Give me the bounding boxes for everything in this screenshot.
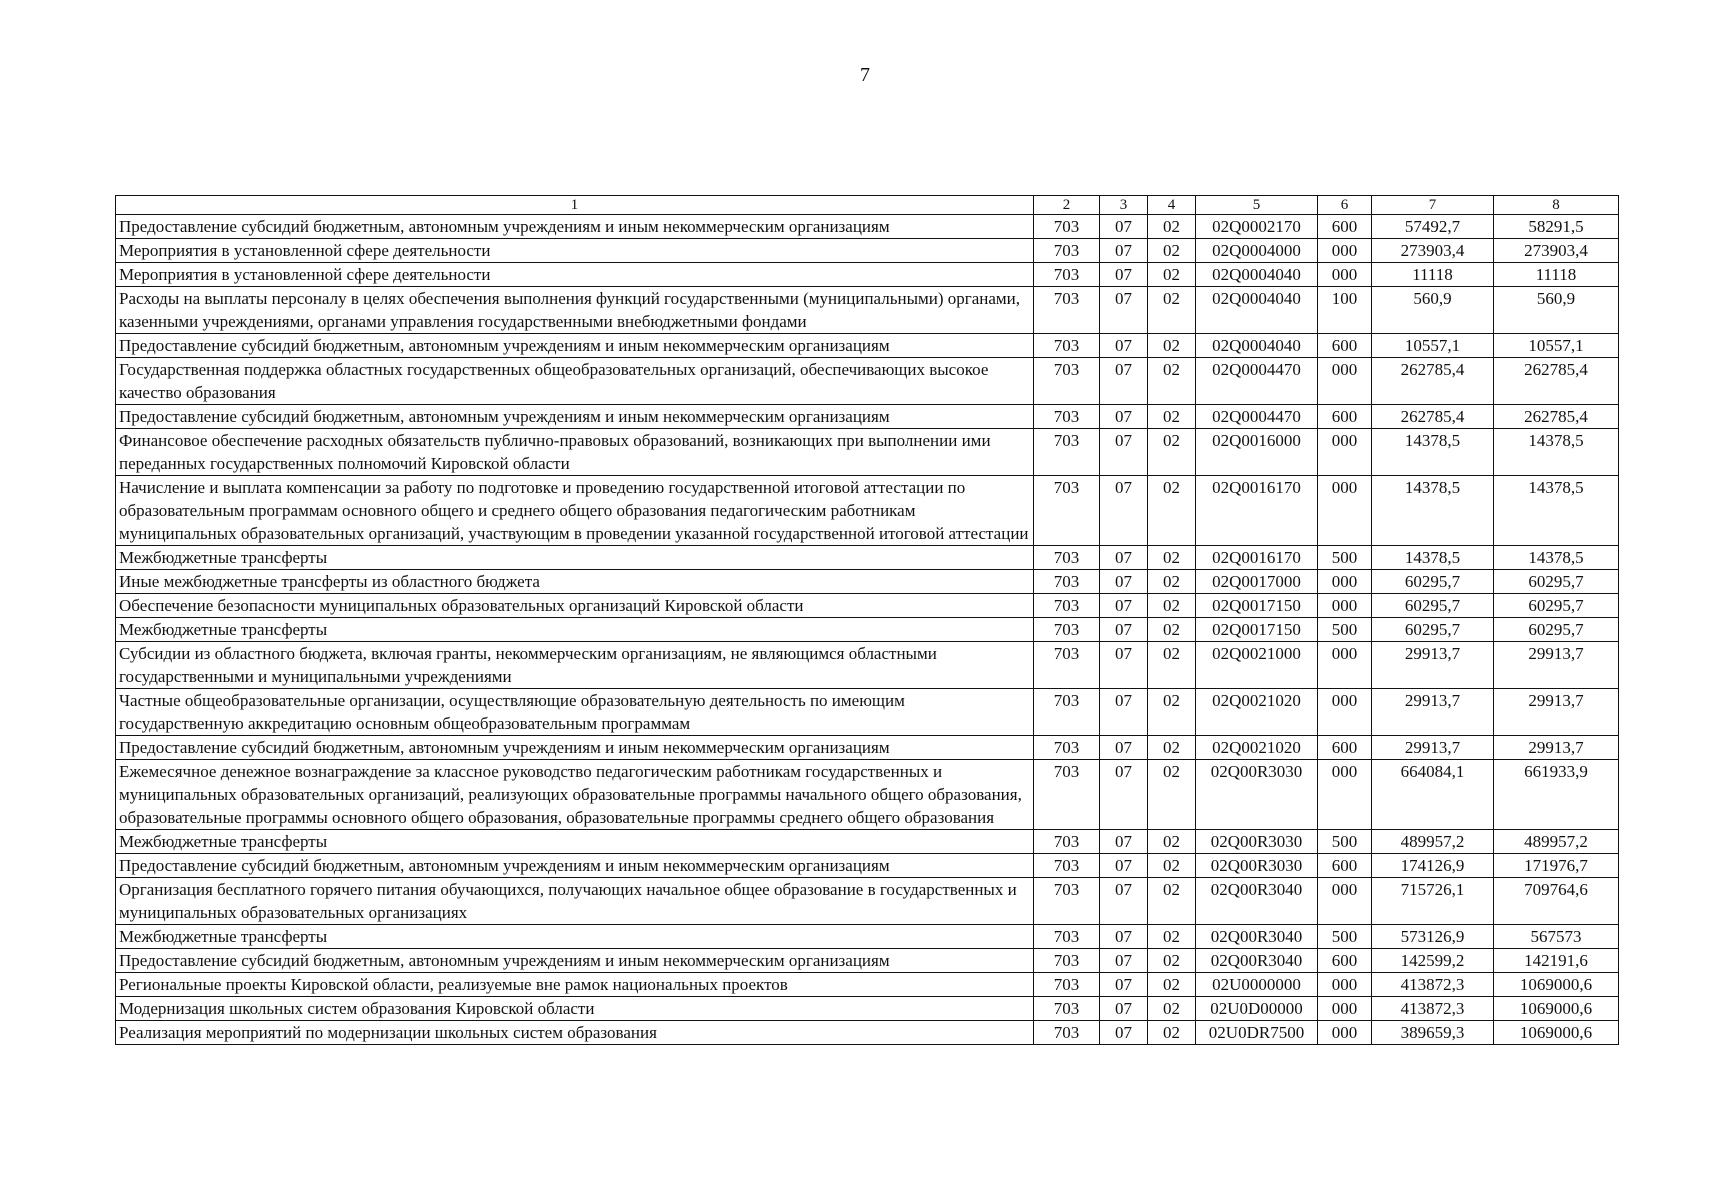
amount-cell: 29913,7	[1494, 642, 1619, 689]
amount-cell: 14378,5	[1372, 476, 1494, 546]
amount-cell: 489957,2	[1494, 830, 1619, 854]
amount-cell: 262785,4	[1494, 405, 1619, 429]
subsection-code-cell: 02	[1148, 689, 1196, 736]
subsection-code-cell: 02	[1148, 334, 1196, 358]
subsection-code-cell: 02	[1148, 949, 1196, 973]
amount-cell: 14378,5	[1372, 546, 1494, 570]
amount-cell: 273903,4	[1372, 239, 1494, 263]
expense-type-cell: 000	[1318, 1021, 1372, 1045]
table-row	[116, 760, 1619, 830]
table-row	[116, 570, 1619, 594]
table-row	[116, 334, 1619, 358]
target-article-cell: 02Q0004040	[1196, 287, 1318, 334]
target-article-cell: 02U0DR7500	[1196, 1021, 1318, 1045]
amount-cell: 142599,2	[1372, 949, 1494, 973]
agency-code-cell: 703	[1034, 570, 1100, 594]
target-article-cell: 02Q0002170	[1196, 215, 1318, 239]
subsection-code-cell: 02	[1148, 973, 1196, 997]
target-article-cell: 02Q00R3030	[1196, 760, 1318, 830]
column-header: 4	[1148, 196, 1196, 215]
subsection-code-cell: 02	[1148, 546, 1196, 570]
subsection-code-cell: 02	[1148, 263, 1196, 287]
amount-cell: 14378,5	[1494, 429, 1619, 476]
row-name-cell: Финансовое обеспечение расходных обязательств публично-правовых образований, возникающих при выполнении ими переданных государственных полномочий Кировской области	[116, 429, 1034, 476]
agency-code-cell: 703	[1034, 594, 1100, 618]
amount-cell: 60295,7	[1494, 594, 1619, 618]
amount-cell: 560,9	[1494, 287, 1619, 334]
amount-cell: 573126,9	[1372, 925, 1494, 949]
agency-code-cell: 703	[1034, 476, 1100, 546]
subsection-code-cell: 02	[1148, 476, 1196, 546]
section-code-cell: 07	[1100, 429, 1148, 476]
section-code-cell: 07	[1100, 594, 1148, 618]
row-name-cell: Межбюджетные трансферты	[116, 830, 1034, 854]
table-row	[116, 287, 1619, 334]
expense-type-cell: 600	[1318, 334, 1372, 358]
target-article-cell: 02Q00R3030	[1196, 830, 1318, 854]
table-row	[116, 215, 1619, 239]
amount-cell: 29913,7	[1494, 736, 1619, 760]
amount-cell: 567573	[1494, 925, 1619, 949]
expense-type-cell: 000	[1318, 476, 1372, 546]
subsection-code-cell: 02	[1148, 878, 1196, 925]
target-article-cell: 02Q0017000	[1196, 570, 1318, 594]
section-code-cell: 07	[1100, 239, 1148, 263]
amount-cell: 58291,5	[1494, 215, 1619, 239]
target-article-cell: 02Q0017150	[1196, 594, 1318, 618]
row-name-cell: Организация бесплатного горячего питания обучающихся, получающих начальное общее образование в государственных и муниципальных образовательных организациях	[116, 878, 1034, 925]
table-row	[116, 1021, 1619, 1045]
agency-code-cell: 703	[1034, 546, 1100, 570]
subsection-code-cell: 02	[1148, 358, 1196, 405]
agency-code-cell: 703	[1034, 949, 1100, 973]
amount-cell: 10557,1	[1372, 334, 1494, 358]
amount-cell: 60295,7	[1494, 618, 1619, 642]
agency-code-cell: 703	[1034, 334, 1100, 358]
section-code-cell: 07	[1100, 830, 1148, 854]
column-header: 2	[1034, 196, 1100, 215]
agency-code-cell: 703	[1034, 1021, 1100, 1045]
subsection-code-cell: 02	[1148, 594, 1196, 618]
expense-type-cell: 000	[1318, 973, 1372, 997]
column-header: 8	[1494, 196, 1619, 215]
section-code-cell: 07	[1100, 997, 1148, 1021]
section-code-cell: 07	[1100, 689, 1148, 736]
table-row	[116, 546, 1619, 570]
agency-code-cell: 703	[1034, 642, 1100, 689]
section-code-cell: 07	[1100, 760, 1148, 830]
column-header: 5	[1196, 196, 1318, 215]
expense-type-cell: 100	[1318, 287, 1372, 334]
agency-code-cell: 703	[1034, 830, 1100, 854]
section-code-cell: 07	[1100, 263, 1148, 287]
target-article-cell: 02Q0004040	[1196, 334, 1318, 358]
row-name-cell: Расходы на выплаты персоналу в целях обеспечения выполнения функций государственными (муниципальными) органами, казенными учреждениями, органами управления государственными внебюджетными фондами	[116, 287, 1034, 334]
table-row	[116, 736, 1619, 760]
target-article-cell: 02U0D00000	[1196, 997, 1318, 1021]
subsection-code-cell: 02	[1148, 570, 1196, 594]
amount-cell: 389659,3	[1372, 1021, 1494, 1045]
section-code-cell: 07	[1100, 215, 1148, 239]
agency-code-cell: 703	[1034, 689, 1100, 736]
expense-type-cell: 000	[1318, 358, 1372, 405]
subsection-code-cell: 02	[1148, 405, 1196, 429]
target-article-cell: 02Q0021000	[1196, 642, 1318, 689]
target-article-cell: 02Q0004470	[1196, 358, 1318, 405]
expense-type-cell: 000	[1318, 570, 1372, 594]
table-row	[116, 358, 1619, 405]
column-header: 7	[1372, 196, 1494, 215]
amount-cell: 14378,5	[1494, 546, 1619, 570]
section-code-cell: 07	[1100, 358, 1148, 405]
expense-type-cell: 600	[1318, 736, 1372, 760]
column-header: 6	[1318, 196, 1372, 215]
expense-type-cell: 000	[1318, 594, 1372, 618]
row-name-cell: Модернизация школьных систем образования Кировской области	[116, 997, 1034, 1021]
amount-cell: 413872,3	[1372, 997, 1494, 1021]
amount-cell: 262785,4	[1372, 405, 1494, 429]
column-header: 3	[1100, 196, 1148, 215]
row-name-cell: Государственная поддержка областных государственных общеобразовательных организаций, обеспечивающих высокое качество образования	[116, 358, 1034, 405]
target-article-cell: 02Q00R3040	[1196, 925, 1318, 949]
row-name-cell: Субсидии из областного бюджета, включая гранты, некоммерческим организациям, не являющимся областными государственными и муниципальными учреждениями	[116, 642, 1034, 689]
row-name-cell: Ежемесячное денежное вознаграждение за классное руководство педагогическим работникам государственных и муниципальных образовательных организаций, реализующих образовательные программы начального общего образования, образовательные программы основного общего образования, образовательные программы среднего общего образования	[116, 760, 1034, 830]
subsection-code-cell: 02	[1148, 215, 1196, 239]
row-name-cell: Предоставление субсидий бюджетным, автономным учреждениям и иным некоммерческим организациям	[116, 334, 1034, 358]
expense-type-cell: 600	[1318, 949, 1372, 973]
target-article-cell: 02Q0004470	[1196, 405, 1318, 429]
amount-cell: 142191,6	[1494, 949, 1619, 973]
subsection-code-cell: 02	[1148, 287, 1196, 334]
expense-type-cell: 000	[1318, 689, 1372, 736]
table-row	[116, 830, 1619, 854]
subsection-code-cell: 02	[1148, 760, 1196, 830]
amount-cell: 171976,7	[1494, 854, 1619, 878]
target-article-cell: 02Q0017150	[1196, 618, 1318, 642]
row-name-cell: Предоставление субсидий бюджетным, автономным учреждениям и иным некоммерческим организациям	[116, 736, 1034, 760]
agency-code-cell: 703	[1034, 287, 1100, 334]
agency-code-cell: 703	[1034, 405, 1100, 429]
row-name-cell: Предоставление субсидий бюджетным, автономным учреждениям и иным некоммерческим организациям	[116, 405, 1034, 429]
row-name-cell: Обеспечение безопасности муниципальных образовательных организаций Кировской области	[116, 594, 1034, 618]
section-code-cell: 07	[1100, 925, 1148, 949]
subsection-code-cell: 02	[1148, 925, 1196, 949]
expense-type-cell: 000	[1318, 760, 1372, 830]
section-code-cell: 07	[1100, 405, 1148, 429]
table-row	[116, 429, 1619, 476]
table-row	[116, 925, 1619, 949]
amount-cell: 1069000,6	[1494, 997, 1619, 1021]
agency-code-cell: 703	[1034, 736, 1100, 760]
row-name-cell: Региональные проекты Кировской области, реализуемые вне рамок национальных проектов	[116, 973, 1034, 997]
subsection-code-cell: 02	[1148, 736, 1196, 760]
subsection-code-cell: 02	[1148, 239, 1196, 263]
table-row	[116, 973, 1619, 997]
expense-type-cell: 500	[1318, 925, 1372, 949]
agency-code-cell: 703	[1034, 878, 1100, 925]
amount-cell: 29913,7	[1372, 736, 1494, 760]
section-code-cell: 07	[1100, 476, 1148, 546]
row-name-cell: Иные межбюджетные трансферты из областного бюджета	[116, 570, 1034, 594]
row-name-cell: Предоставление субсидий бюджетным, автономным учреждениям и иным некоммерческим организациям	[116, 854, 1034, 878]
target-article-cell: 02Q0004000	[1196, 239, 1318, 263]
expense-type-cell: 000	[1318, 997, 1372, 1021]
agency-code-cell: 703	[1034, 215, 1100, 239]
subsection-code-cell: 02	[1148, 997, 1196, 1021]
target-article-cell: 02Q0016170	[1196, 546, 1318, 570]
amount-cell: 14378,5	[1372, 429, 1494, 476]
section-code-cell: 07	[1100, 736, 1148, 760]
row-name-cell: Межбюджетные трансферты	[116, 546, 1034, 570]
section-code-cell: 07	[1100, 618, 1148, 642]
amount-cell: 60295,7	[1494, 570, 1619, 594]
target-article-cell: 02Q0021020	[1196, 736, 1318, 760]
agency-code-cell: 703	[1034, 854, 1100, 878]
expense-type-cell: 500	[1318, 618, 1372, 642]
expense-type-cell: 000	[1318, 239, 1372, 263]
amount-cell: 29913,7	[1494, 689, 1619, 736]
amount-cell: 262785,4	[1494, 358, 1619, 405]
row-name-cell: Межбюджетные трансферты	[116, 925, 1034, 949]
amount-cell: 60295,7	[1372, 618, 1494, 642]
agency-code-cell: 703	[1034, 618, 1100, 642]
section-code-cell: 07	[1100, 973, 1148, 997]
table-row	[116, 594, 1619, 618]
agency-code-cell: 703	[1034, 239, 1100, 263]
table-row	[116, 689, 1619, 736]
section-code-cell: 07	[1100, 570, 1148, 594]
table-row	[116, 263, 1619, 287]
row-name-cell: Предоставление субсидий бюджетным, автономным учреждениям и иным некоммерческим организациям	[116, 949, 1034, 973]
section-code-cell: 07	[1100, 878, 1148, 925]
amount-cell: 14378,5	[1494, 476, 1619, 546]
row-name-cell: Мероприятия в установленной сфере деятельности	[116, 263, 1034, 287]
section-code-cell: 07	[1100, 854, 1148, 878]
row-name-cell: Мероприятия в установленной сфере деятельности	[116, 239, 1034, 263]
row-name-cell: Частные общеобразовательные организации, осуществляющие образовательную деятельность по имеющим государственную аккредитацию основным общеобразовательным программам	[116, 689, 1034, 736]
expense-type-cell: 500	[1318, 546, 1372, 570]
agency-code-cell: 703	[1034, 997, 1100, 1021]
expense-type-cell: 600	[1318, 405, 1372, 429]
subsection-code-cell: 02	[1148, 830, 1196, 854]
target-article-cell: 02Q0016000	[1196, 429, 1318, 476]
subsection-code-cell: 02	[1148, 429, 1196, 476]
amount-cell: 709764,6	[1494, 878, 1619, 925]
table-row	[116, 239, 1619, 263]
amount-cell: 174126,9	[1372, 854, 1494, 878]
expense-type-cell: 000	[1318, 429, 1372, 476]
expense-type-cell: 000	[1318, 878, 1372, 925]
expense-type-cell: 000	[1318, 642, 1372, 689]
expense-type-cell: 000	[1318, 263, 1372, 287]
amount-cell: 715726,1	[1372, 878, 1494, 925]
expense-type-cell: 600	[1318, 854, 1372, 878]
amount-cell: 1069000,6	[1494, 973, 1619, 997]
section-code-cell: 07	[1100, 546, 1148, 570]
amount-cell: 60295,7	[1372, 570, 1494, 594]
row-name-cell: Реализация мероприятий по модернизации школьных систем образования	[116, 1021, 1034, 1045]
amount-cell: 60295,7	[1372, 594, 1494, 618]
expense-type-cell: 500	[1318, 830, 1372, 854]
page-number: 7	[860, 64, 870, 86]
section-code-cell: 07	[1100, 1021, 1148, 1045]
target-article-cell: 02Q0021020	[1196, 689, 1318, 736]
table-row	[116, 642, 1619, 689]
amount-cell: 489957,2	[1372, 830, 1494, 854]
target-article-cell: 02Q0004040	[1196, 263, 1318, 287]
subsection-code-cell: 02	[1148, 854, 1196, 878]
table-row	[116, 878, 1619, 925]
subsection-code-cell: 02	[1148, 1021, 1196, 1045]
subsection-code-cell: 02	[1148, 618, 1196, 642]
row-name-cell: Межбюджетные трансферты	[116, 618, 1034, 642]
table-row	[116, 997, 1619, 1021]
target-article-cell: 02Q00R3040	[1196, 878, 1318, 925]
section-code-cell: 07	[1100, 642, 1148, 689]
amount-cell: 413872,3	[1372, 973, 1494, 997]
agency-code-cell: 703	[1034, 263, 1100, 287]
amount-cell: 262785,4	[1372, 358, 1494, 405]
row-name-cell: Начисление и выплата компенсации за работу по подготовке и проведению государственной итоговой аттестации по образовательным программам основного общего и среднего общего образования педагогическим работникам муниципальных образовательных организаций, участвующим в проведении указанной государственной итоговой аттестации	[116, 476, 1034, 546]
amount-cell: 1069000,6	[1494, 1021, 1619, 1045]
table-header-row	[116, 196, 1619, 215]
amount-cell: 661933,9	[1494, 760, 1619, 830]
amount-cell: 11118	[1494, 263, 1619, 287]
table-row	[116, 476, 1619, 546]
target-article-cell: 02Q00R3040	[1196, 949, 1318, 973]
amount-cell: 664084,1	[1372, 760, 1494, 830]
agency-code-cell: 703	[1034, 760, 1100, 830]
amount-cell: 273903,4	[1494, 239, 1619, 263]
target-article-cell: 02Q00R3030	[1196, 854, 1318, 878]
table-row	[116, 405, 1619, 429]
agency-code-cell: 703	[1034, 429, 1100, 476]
agency-code-cell: 703	[1034, 358, 1100, 405]
amount-cell: 10557,1	[1494, 334, 1619, 358]
target-article-cell: 02Q0016170	[1196, 476, 1318, 546]
table-row	[116, 618, 1619, 642]
table-row	[116, 854, 1619, 878]
target-article-cell: 02U0000000	[1196, 973, 1318, 997]
subsection-code-cell: 02	[1148, 642, 1196, 689]
table-row	[116, 949, 1619, 973]
column-header: 1	[116, 196, 1034, 215]
amount-cell: 560,9	[1372, 287, 1494, 334]
amount-cell: 29913,7	[1372, 689, 1494, 736]
agency-code-cell: 703	[1034, 925, 1100, 949]
amount-cell: 57492,7	[1372, 215, 1494, 239]
amount-cell: 29913,7	[1372, 642, 1494, 689]
section-code-cell: 07	[1100, 334, 1148, 358]
amount-cell: 11118	[1372, 263, 1494, 287]
row-name-cell: Предоставление субсидий бюджетным, автономным учреждениям и иным некоммерческим организациям	[116, 215, 1034, 239]
budget-table	[115, 195, 1619, 1045]
section-code-cell: 07	[1100, 287, 1148, 334]
expense-type-cell: 600	[1318, 215, 1372, 239]
agency-code-cell: 703	[1034, 973, 1100, 997]
section-code-cell: 07	[1100, 949, 1148, 973]
